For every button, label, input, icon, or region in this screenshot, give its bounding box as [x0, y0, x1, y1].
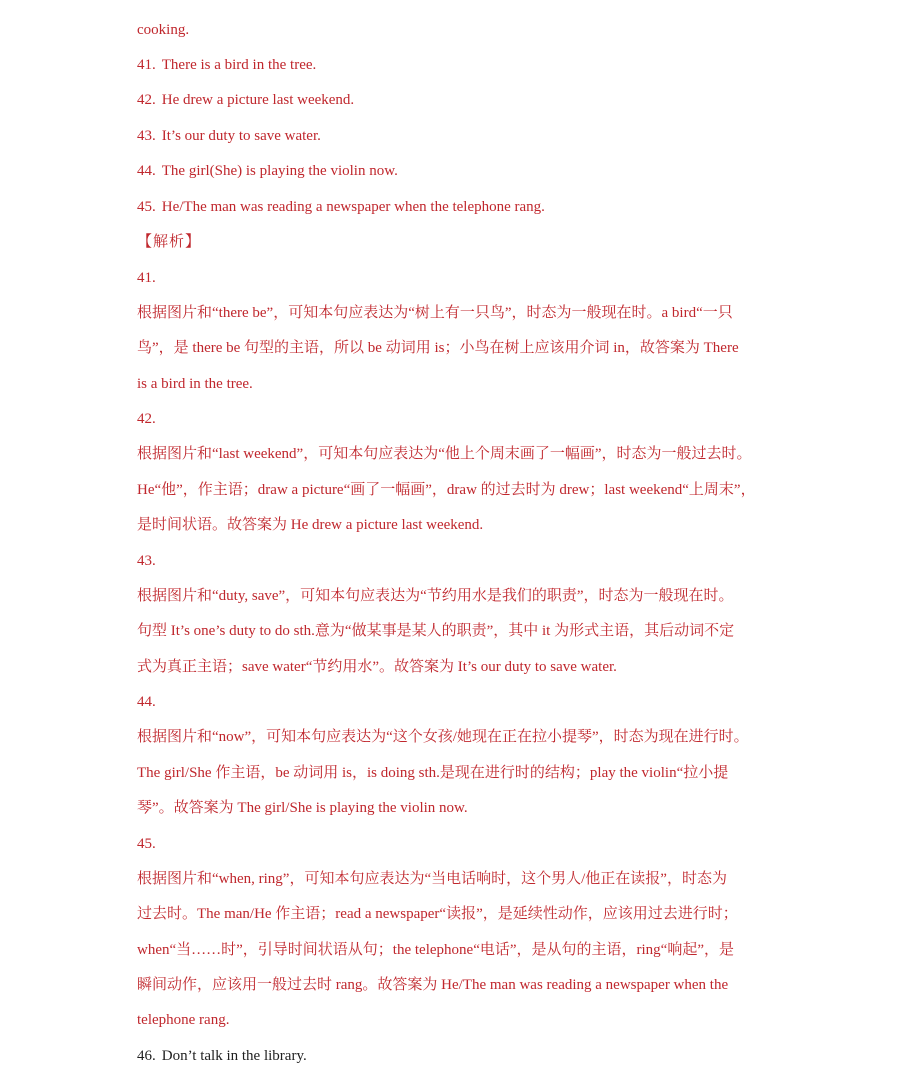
explanation-line: 鸟”，是 there be 句型的主语，所以 be 动词用 is；小鸟在树上应该用介词 in，故答案为 There [137, 340, 739, 356]
answer-line-41 [137, 55, 316, 75]
item-number: 44. [137, 163, 156, 179]
answer-text: There is a bird in the tree. [161, 57, 317, 73]
item-number: 45. [137, 199, 156, 215]
item-number: 46. [137, 1048, 156, 1064]
explanation-line: when“当……时”，引导时间状语从句；the telephone“电话”，是从句的主语，ring“响起”，是 [137, 942, 734, 958]
explanation-number: 43. [137, 553, 156, 569]
explanation-line: 过去时。The man/He 作主语；read a newspaper“读报”，是延续性动作，应该用过去进行时； [137, 906, 738, 922]
explanation-line: telephone rang. [137, 1012, 230, 1028]
explanation-line: 式为真正主语；save water“节约用水”。故答案为 It’s our duty to save water. [137, 659, 617, 675]
explanation-number: 42. [137, 411, 156, 427]
item-number: 43. [137, 128, 156, 144]
explanation-line: 瞬间动作，应该用一般过去时 rang。故答案为 He/The man was reading a newspaper when the [137, 977, 729, 993]
question-line-46 [137, 1046, 307, 1066]
explanation-line: is a bird in the tree. [137, 376, 253, 392]
explanation-line: 根据图片和“duty, save”，可知本句应表达为“节约用水是我们的职责”，时态为一般现在时。 [137, 588, 734, 604]
explanation-line: 句型 It’s one’s duty to do sth.意为“做某事是某人的职责”，其中 it 为形式主语，其后动词不定 [137, 623, 735, 639]
answer-line-44 [137, 161, 398, 181]
explanation-line: The girl/She 作主语，be 动词用 is，is doing sth.是现在进行时的结构；play the violin“拉小提 [137, 765, 729, 781]
explanation-line: 根据图片和“when, ring”，可知本句应表达为“当电话响时，这个男人/他正在读报”，时态为 [137, 871, 727, 887]
text-line: cooking. [137, 22, 190, 38]
explanation-line: He“他”，作主语；draw a picture“画了一幅画”，draw 的过去时为 drew；last weekend“上周末”， [137, 482, 756, 498]
explanation-line: 是时间状语。故答案为 He drew a picture last weekend. [137, 517, 484, 533]
answer-line-45 [137, 197, 545, 217]
answer-text: The girl(She) is playing the violin now. [161, 163, 398, 179]
explanation-number: 44. [137, 694, 156, 710]
answer-text: He drew a picture last weekend. [161, 92, 355, 108]
item-number: 42. [137, 92, 156, 108]
explanation-number: 41. [137, 270, 156, 286]
answer-line-42 [137, 90, 354, 110]
analysis-heading: 【解析】 [137, 234, 202, 250]
answer-text: It’s our duty to save water. [161, 128, 321, 144]
explanation-line: 根据图片和“there be”，可知本句应表达为“树上有一只鸟”，时态为一般现在时。a bird“一只 [137, 305, 733, 321]
answer-text: He/The man was reading a newspaper when the telephone rang. [161, 199, 545, 215]
item-number: 41. [137, 57, 156, 73]
explanation-number: 45. [137, 836, 156, 852]
question-text: Don’t talk in the library. [161, 1048, 307, 1064]
explanation-line: 根据图片和“now”，可知本句应表达为“这个女孩/她现在正在拉小提琴”，时态为现在进行时。 [137, 729, 749, 745]
answer-line-43 [137, 126, 321, 146]
explanation-line: 琴”。故答案为 The girl/She is playing the violin now. [137, 800, 468, 816]
explanation-line: 根据图片和“last weekend”，可知本句应表达为“他上个周末画了一幅画”，时态为一般过去时。 [137, 446, 752, 462]
